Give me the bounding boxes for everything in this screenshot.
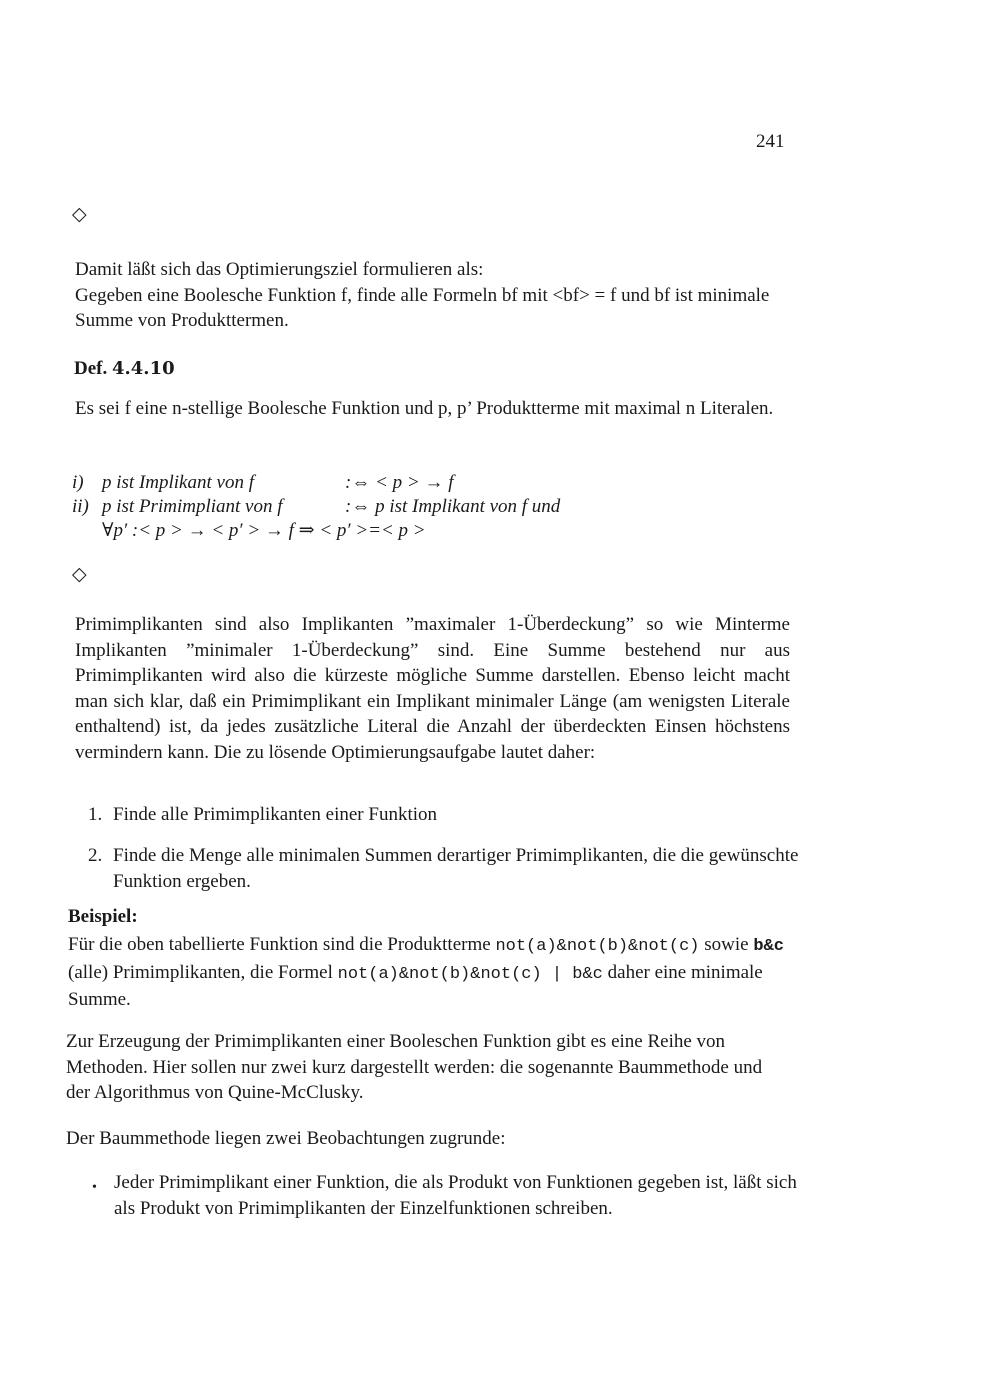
code-formula: not(a)&not(b)&not(c) | b&c	[337, 964, 603, 984]
paragraph-optimization-goal	[75, 257, 797, 334]
definition-item-1	[72, 470, 772, 495]
definition-number: 4.4.10	[111, 358, 175, 379]
paragraph-line: Damit läßt sich das Optimierungsziel formulieren als:	[75, 259, 484, 280]
bullet-symbol: •	[92, 1180, 97, 1195]
item-index: i)	[72, 472, 84, 493]
end-of-proof-diamond: ◇	[72, 204, 87, 225]
page-number: 241	[756, 131, 785, 152]
example-text: Für die oben tabellierte Funktion sind die Produktterme	[68, 934, 496, 955]
definition-item-2	[72, 494, 772, 519]
example-text: daher eine minimale Summe.	[68, 961, 763, 1010]
item-lhs: p ist Implikant von f	[102, 472, 254, 493]
list-item	[88, 802, 808, 828]
bullet-item	[92, 1170, 814, 1222]
list-text: Finde die Menge alle minimalen Summen derartiger Primimplikanten, die die gewünschte Funktion ergeben.	[113, 845, 799, 892]
item-lhs: p ist Primimpliant von f	[102, 496, 283, 517]
example-heading: Beispiel:	[68, 906, 138, 927]
end-of-definition-diamond: ◇	[72, 564, 87, 585]
bullet-text: Jeder Primimplikant einer Funktion, die als Produkt von Funktionen gegeben ist, läßt sich als Produkt von Primimplikanten der Einzelfunktionen schreiben.	[114, 1172, 797, 1219]
example-text: sowie	[699, 934, 754, 955]
paragraph-line: Gegeben eine Boolesche Funktion f, finde alle Formeln bf mit <bf> = f und bf ist minimale Summe von Produkttermen.	[75, 284, 770, 331]
example-text: (alle) Primimplikanten, die Formel	[68, 961, 338, 983]
paragraph-primimplikanten: Primimplikanten sind also Implikanten ”maximaler 1-Überdeckung” so wie Minterme Implikanten ”minimaler 1-Überdeckung” sind. Eine Summe bestehend nur aus Primimplikanten wird also die kürzeste mögliche Summe darstellen. Ebenso leicht macht man sich klar, daß ein Primimplikant ein Implikant minimaler Länge (am wenigsten Literale enthaltend) ist, da jedes zusätzliche Literal die Anzahl der überdeckten Einsen höchstens vermindern kann. Die zu lösende Optimierungsaufgabe lautet daher:	[75, 614, 790, 763]
example-paragraph	[68, 932, 788, 1013]
paragraph-methods: Zur Erzeugung der Primimplikanten einer Booleschen Funktion gibt es eine Reihe von Methoden. Hier sollen nur zwei kurz dargestellt werden: die sogenannte Baummethode und der Algorithmus von Quine-McClusky.	[66, 1031, 763, 1103]
list-text: Finde alle Primimplikanten einer Funktion	[113, 804, 438, 825]
list-item	[88, 843, 808, 895]
definition-label: Def.	[74, 358, 108, 379]
item-rhs: :⇔ p ist Implikant von f und	[345, 496, 561, 517]
code-term: b&c	[753, 937, 784, 956]
list-number: 2.	[88, 845, 103, 866]
definition-text: Es sei f eine n-stellige Boolesche Funktion und p, p’ Produktterme mit maximal n Literalen.	[75, 398, 774, 419]
paragraph-baummethode: Der Baummethode liegen zwei Beobachtungen zugrunde:	[66, 1128, 506, 1149]
list-number: 1.	[88, 804, 103, 825]
code-term: not(a)&not(b)&not(c)	[495, 937, 700, 956]
definition-heading	[74, 358, 175, 380]
item-index: ii)	[72, 496, 89, 517]
definition-continuation: ∀p′ :< p > → < p′ > → f ⇒ < p′ >=< p >	[102, 520, 426, 541]
item-rhs: :⇔ < p > → f	[345, 472, 454, 493]
